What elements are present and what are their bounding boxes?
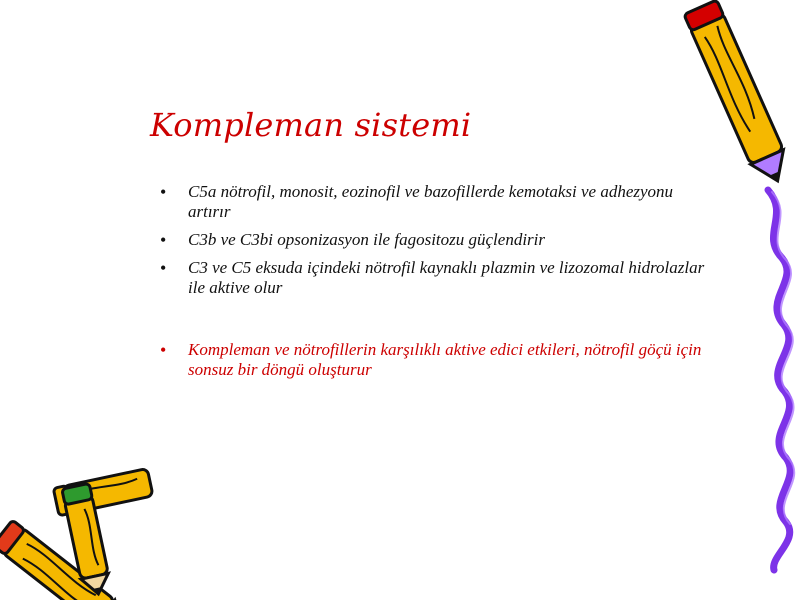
bullet-text: Kompleman ve nötrofillerin karşılıklı aktive edici etkileri, nötrofil göçü için sonsuz bir döngü oluşturur	[188, 340, 702, 379]
slide-title: Kompleman sistemi	[150, 106, 472, 144]
bullet-text: C5a nötrofil, monosit, eozinofil ve bazofillerde kemotaksi ve adhezyonu artırır	[188, 182, 674, 221]
bullet-text: C3 ve C5 eksuda içindeki nötrofil kaynaklı plazmin ve lizozomal hidrolazlar ile aktive olur	[188, 258, 705, 297]
bullet-dot: •	[160, 340, 167, 360]
bullet-dot: •	[160, 258, 167, 278]
bullet-dot: •	[160, 182, 167, 202]
bullet-text: C3b ve C3bi opsonizasyon ile fagositozu güçlendirir	[188, 230, 545, 249]
bullet-dot: •	[160, 230, 167, 250]
